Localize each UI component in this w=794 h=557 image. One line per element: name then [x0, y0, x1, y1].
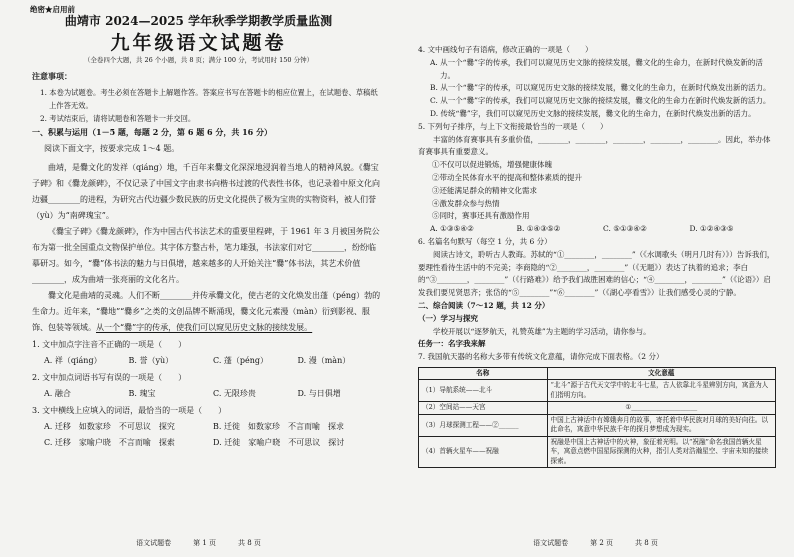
question-1 — [32, 337, 382, 369]
notes-list — [40, 86, 380, 125]
section-2-heading: 二、综合阅读（7～12 题，共 12 分） — [418, 300, 550, 310]
column-header: 名称 — [419, 367, 548, 380]
option-d: D. 与日俱增 — [297, 389, 341, 398]
dictation-passage: 阅读古诗文，聆听古人教诲。苏轼的“①________，________”（《水调歌头（明月几时有）》）告诉我们，要理性看待生活中的不完美；李商隐的“②________，________”（《无题》）表达了执着的追求；李白的“③________，________”（《行路难》）给予我们战胜困难的信心；“④________，________”（《论语》）启发我们要见贤思齐；张岱的“⑤________”“⑥________”（《湖心亭看雪》）让我们感受心灵的宁静。 — [418, 249, 775, 298]
exam-info: （全卷四个大题，共 26 个小题，共 8 页；满分 100 分，考试用时 150 分钟） — [83, 56, 314, 64]
column-header: 文化意蕴 — [547, 367, 775, 380]
page-footer — [0, 538, 397, 548]
underlined-sentence: 从一个“爨”字的传承，使我们可以窥见历史文脉的接续发展。 — [96, 323, 313, 332]
footer-paper-name: 语文试题卷 — [136, 539, 172, 547]
footer-page-total: 共 8 页 — [635, 539, 658, 547]
options-row — [32, 353, 382, 369]
question-6 — [418, 236, 776, 300]
name-cell: （3）月球探测工程——②______ — [419, 414, 548, 436]
option-b: B. 迁徙 如数家珍 不言而喻 探求 — [213, 422, 344, 431]
passage-paragraph-3 — [32, 288, 382, 336]
option-c: C. 迁移 家喻户晓 不言而喻 探索 — [44, 438, 175, 447]
question-2 — [32, 370, 382, 402]
table-header-row — [419, 367, 776, 380]
confidential-tag: 绝密★启用前 — [30, 5, 75, 14]
name-cell: （1）导航系统——北斗 — [419, 380, 548, 402]
activity-intro: 学校开展以“逐梦航天，礼赞英雄”为主题的学习活动，请你参与。 — [433, 326, 651, 336]
table-row — [419, 414, 776, 436]
note-item: 2. 考试结束后，请将试题卷和答题卡一并交回。 — [40, 114, 196, 123]
question-stem: 1. 文中加点字注音不正确的一项是（ ） — [32, 340, 187, 349]
name-cell: （2）空间站——天宫 — [419, 402, 548, 415]
footer-paper-name: 语文试题卷 — [533, 539, 569, 547]
questions-column — [418, 44, 776, 468]
option-a: A. ①③⑤④② — [430, 224, 474, 234]
option-b: B. ①④③⑤② — [516, 224, 561, 234]
question-stem: 3. 文中横线上应填入的词语，最恰当的一项是（ ） — [32, 406, 227, 415]
option-c: C. 无限珍贵 — [213, 389, 256, 398]
question-5 — [418, 121, 776, 236]
option-c: C. 蓬（péng） — [213, 356, 269, 365]
table-row — [419, 402, 776, 415]
name-cell: （4）首辆火星车——祝融 — [419, 436, 548, 468]
question-stem: 7. 我国航天器的名称大多带有传统文化意蕴，请你完成下面表格。（2 分） — [418, 352, 664, 362]
sentence-item: ②带动全民体育水平的提高和整体素质的提升 — [432, 172, 582, 182]
question-stem: 4. 文中画线句子有语病，修改正确的一项是（ ） — [418, 45, 593, 54]
passage-paragraph-2: 《爨宝子碑》《爨龙颜碑》，作为中国古代书法艺术的重要里程碑，于 1961 年 3 月被国务院公布为第一批全国重点文物保护单位。其字体方整古朴，笔力雄强，书法家们对它________，纷纷临摹研习。如今，“爨”体书法的魅力与日俱增，越来越多的人开始关注“爨”体书法，其艺术价值________，成为曲靖一张亮丽的文化名片。 — [32, 227, 380, 284]
sentence-item: ⑤同时，赛事还具有激励作用 — [432, 211, 530, 221]
options-grid — [32, 419, 382, 451]
meaning-cell: 祝融是中国上古神话中的火神，象征着光明。以“祝融”命名我国首辆火星车，寓意点燃中国星际探测的火种，指引人类对浩瀚星空、宇宙未知的接续探索。 — [547, 436, 775, 468]
meaning-cell: ①____________________ — [547, 402, 775, 415]
options-row — [418, 223, 776, 236]
paragraph-text: 爨文化是曲靖的灵魂。人们不断________并传承爨文化，使古老的文化焕发出蓬（péng）勃的生命力。近年来，“爨地”“爨乡”之类的文创品牌不断涌现，爨文化元素漫（màn）衍到影视、服饰、包装等领域。 — [32, 291, 381, 332]
notes-heading: 注意事项： — [32, 71, 72, 81]
option-a: A. 祥（qiáng） — [44, 356, 102, 365]
spacecraft-name-table — [418, 367, 776, 469]
option-a: A. 从一个“爨”字的传承，我们可以窥见历史文脉的接续发展，爨文化的生命力，在新时代焕发新的活力。 — [430, 57, 763, 80]
question-stem: 6. 名篇名句默写（每空 1 分，共 6 分） — [418, 236, 552, 246]
page-footer — [397, 538, 794, 548]
option-c: C. ⑤①③④② — [603, 224, 647, 234]
option-d: D. ①②④③⑤ — [689, 224, 734, 234]
options-row — [32, 386, 382, 402]
footer-page-total: 共 8 页 — [238, 539, 261, 547]
option-b: B. 誉（yù） — [128, 356, 174, 365]
question-3 — [32, 403, 382, 451]
exam-title: 曲靖市 2024—2025 学年秋季学期教学质量监测 — [64, 14, 333, 28]
sentence-item: ①不仅可以促进锻炼，增强健康体魄 — [432, 160, 552, 170]
task-1-heading: 任务一：名字我来解 — [418, 339, 486, 349]
question-7 — [418, 351, 776, 468]
meaning-cell: 中国上古神话中有嫦娥奔月的故事，寄托着中华民族对月球的美好向往。以此命名，寓意中华民族千年的探月梦想成为现实。 — [547, 414, 775, 436]
option-b: B. 从一个“爨”字的传承，可以窥见历史文脉的接续发展，爨文化的生命力，在新时代焕发出新的活力。 — [430, 83, 771, 93]
note-item: 1. 本卷为试题卷。考生必须在答题卡上解题作答。答案应书写在答题卡的相应位置上，在试题卷、草稿纸上作答无效。 — [40, 88, 378, 110]
option-d: D. 传统“爨”字，我们可以窥见历史文脉的接续发展，爨文化的生命力，在新时代焕发出新的活力。 — [430, 108, 756, 118]
sentence-item: ③还能满足群众的精神文化需求 — [432, 185, 537, 195]
option-d: D. 漫（màn） — [297, 356, 351, 365]
reading-passage — [32, 160, 382, 451]
option-a: A. 迁移 如数家珍 不可思议 探究 — [44, 422, 175, 431]
footer-page-number: 第 1 页 — [193, 539, 216, 547]
table-row — [419, 436, 776, 468]
question-stem: 2. 文中加点词语书写有误的一项是（ ） — [32, 373, 187, 382]
section-1-heading: 一、积累与运用（1－5 题，每题 2 分，第 6 题 6 分，共 16 分） — [32, 127, 273, 137]
question-4 — [418, 44, 776, 121]
question-stem: 5. 下列句子排序，与上下文衔接最恰当的一项是（ ） — [418, 121, 608, 131]
footer-page-number: 第 2 页 — [590, 539, 613, 547]
option-c: C. 从一个“爨”字的传承，我们可以窥见历史文脉的接续发展，爨文化的生命力在新时代焕发新的活力。 — [430, 96, 771, 106]
exam-page-2 — [397, 0, 794, 557]
option-a: A. 融合 — [44, 389, 71, 398]
sentence-item: ④激发群众参与热情 — [432, 198, 500, 208]
reading-instruction: 阅读下面文字，按要求完成 1～4 题。 — [44, 144, 180, 153]
meaning-cell: “北斗”源于古代天文学中的北斗七星，古人依靠北斗星辨别方向，寓意为人们指明方向。 — [547, 380, 775, 402]
option-b: B. 瑰宝 — [128, 389, 156, 398]
table-row — [419, 380, 776, 402]
option-d: D. 迁徙 家喻户晓 不可思议 探讨 — [213, 438, 345, 447]
subsection-heading: （一）学习与探究 — [418, 313, 478, 323]
question-passage: 丰富的体育赛事具有多重价值，________，________，________，________，________。因此，举办体育赛事具有重要意义。 — [418, 134, 771, 157]
paper-title: 九年级语文试题卷 — [110, 32, 287, 54]
passage-paragraph-1: 曲靖，是爨文化的发祥（qiáng）地，千百年来爨文化深深地浸润着当地人的精神风貌。《爨宝子碑》和《爨龙颜碑》，不仅记录了中国文字由隶书向楷书过渡的代表性书体，也记录着中原文化向边疆________的进程，为研究古代边疆少数民族的历史文化提供了极为宝贵的实物资料，被人们誉（yù）为“南碑瑰宝”。 — [32, 163, 380, 220]
